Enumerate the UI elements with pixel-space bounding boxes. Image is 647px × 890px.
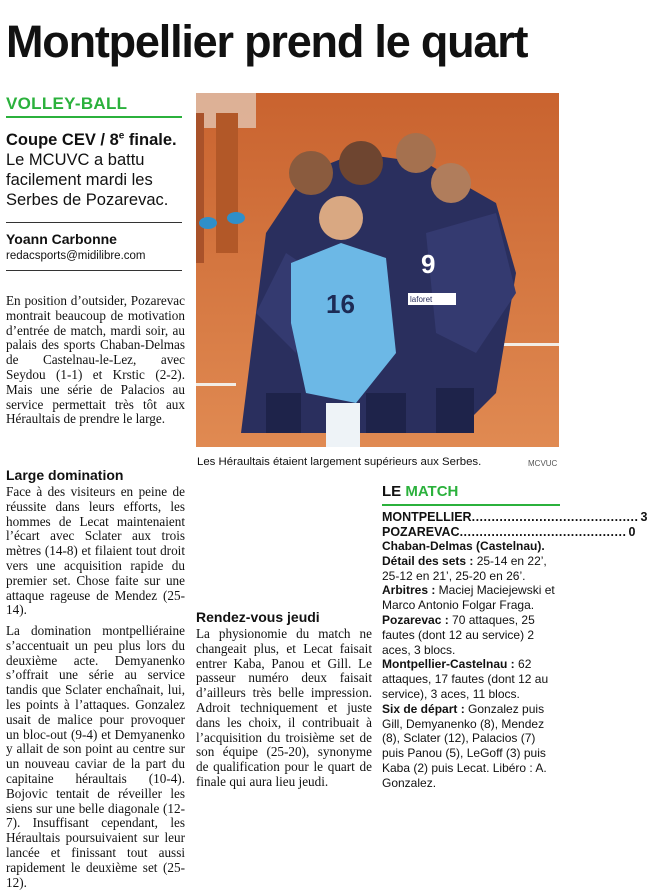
sets-text: 25-14 en 22’, 25-12 en 21’, 25-20 en 26’. xyxy=(382,553,547,583)
headline: Montpellier prend le quart xyxy=(6,16,528,67)
match-box-title-main: MATCH xyxy=(405,483,459,500)
sets-detail xyxy=(382,554,560,584)
paragraph-rendez-vous: La physionomie du match ne changeait plus, et Lecat faisait entrer Kaba, Panou et Gill. Le passeur numéro deux faisait d’ailleurs très belle impression. Adroit techniquement et juste dans les choix, il contribuait à l’acquisition du troisième set de son équipe (25-20), synonyme de qualification pour le quart de finale qui aura lieu jeudi. xyxy=(196,626,372,789)
photo-caption: Les Héraultais étaient largement supérieurs aux Serbes. xyxy=(197,456,482,468)
starting-six xyxy=(382,702,560,791)
divider-top xyxy=(6,222,182,223)
match-box xyxy=(382,483,647,791)
divider-bottom xyxy=(6,270,182,271)
six-text: Gonzalez puis Gill, Demyanenko (8), Mendez (8), Sclater (12), Palacios (7) puis Panou (5), LeGoff (3) puis Kaba (2) puis Lecat. Libéro : A. Gonzalez. xyxy=(382,701,547,790)
paragraph-domination-2: La domination montpelliéraine s’accentuait un peu plus lors du deuxième acte. Demyanenko s’offrait une série au service tandis que Sclater enchaînait, lui, les points à l’attaques. Gonzalez usait de malice pour provoquer un bloc-out (9-4) et Demyanenko y allait de son point au centre sur un nouveau caviar de la part du capitaine héraultais (10-4). Bojovic tentait de réveiller les siens sur une belle diagonale (12-7). Insuffisant cependant, les Héraultais poursuivaient sur leur lancée et finissant tout aussi rapidement le deuxième set (25-12). xyxy=(6,623,185,890)
score-row-home xyxy=(382,510,647,524)
jersey-number-libero: 16 xyxy=(326,289,355,319)
away-score: 0 xyxy=(628,525,636,539)
mtp-text: 62 attaques, 17 fautes (dont 12 au service), 3 aces, 11 blocs. xyxy=(382,657,549,701)
venue xyxy=(382,539,560,554)
author-name: Yoann Carbonne xyxy=(6,231,117,247)
paragraph-domination-2-continued xyxy=(196,484,372,588)
home-score: 3 xyxy=(640,510,647,524)
deck xyxy=(6,126,184,210)
subheading-large-domination: Large domination xyxy=(6,467,124,483)
deck-title-post: finale. xyxy=(124,130,177,149)
away-team: POZAREVAC xyxy=(382,525,460,539)
section-kicker: VOLLEY-BALL xyxy=(6,94,128,113)
mtp-label: Montpellier-Castelnau : xyxy=(382,657,515,672)
kicker-divider xyxy=(6,116,182,118)
intro-paragraph: En position d’outsider, Pozarevac montrait beaucoup de motivation d’entrée de match, mardi soir, au palais des sports Chaban-Delmas de Castelnau-le-Lez, avec Seydou (1-1) et Krstic (2-2). Mais une série de Palacios au service permettait très tôt aux Héraultais de prendre le large. xyxy=(6,293,185,427)
deck-title-sup: e xyxy=(118,130,125,141)
match-box-title xyxy=(382,483,560,506)
refs-label: Arbitres : xyxy=(382,583,436,598)
sets-label: Détail des sets : xyxy=(382,553,474,568)
deck-title xyxy=(6,131,177,149)
team-celebration-illustration xyxy=(196,93,559,447)
six-label: Six de départ : xyxy=(382,701,465,716)
subheading-rendez-vous: Rendez-vous jeudi xyxy=(196,609,320,625)
montpellier-stats xyxy=(382,657,560,701)
deck-title-pre: Coupe CEV / 8 xyxy=(6,130,119,149)
pozarevac-stats xyxy=(382,613,560,657)
author-email[interactable]: redacsports@midilibre.com xyxy=(6,250,146,262)
leader-dots: .......................................... xyxy=(459,525,627,539)
match-box-title-prefix: LE xyxy=(382,483,406,500)
deck-text: Le MCUVC a battu facilement mardi les Serbes de Pozarevac. xyxy=(6,150,169,209)
paragraph-domination-1: Face à des visiteurs en peine de réussite dans leurs efforts, les hommes de Lecat maintenaient l’écart avec Sclater aux trois mètres (14-8) et filaient tout droit vers une acquisition rapide du premier set. Chose faite sur une attaque rageuse de Mendez (25-14). xyxy=(6,484,185,618)
leader-dots: .......................................... xyxy=(471,510,639,524)
poz-text: 70 attaques, 25 fautes (dont 12 au service) 2 aces, 3 blocs. xyxy=(382,612,535,657)
jersey-number-player: 9 xyxy=(421,249,436,279)
photo-credit: MCVUC xyxy=(528,459,558,468)
match-photo xyxy=(196,93,559,447)
score-row-away xyxy=(382,525,636,539)
referees xyxy=(382,583,560,613)
poz-label: Pozarevac : xyxy=(382,612,449,627)
refs-text: Maciej Maciejewski et Marco Antonio Folgar Fraga. xyxy=(382,583,555,613)
home-team: MONTPELLIER xyxy=(382,510,472,524)
venue-text: Chaban-Delmas (Castelnau). xyxy=(382,539,545,553)
sponsor-logo-text: laforet xyxy=(410,295,433,304)
